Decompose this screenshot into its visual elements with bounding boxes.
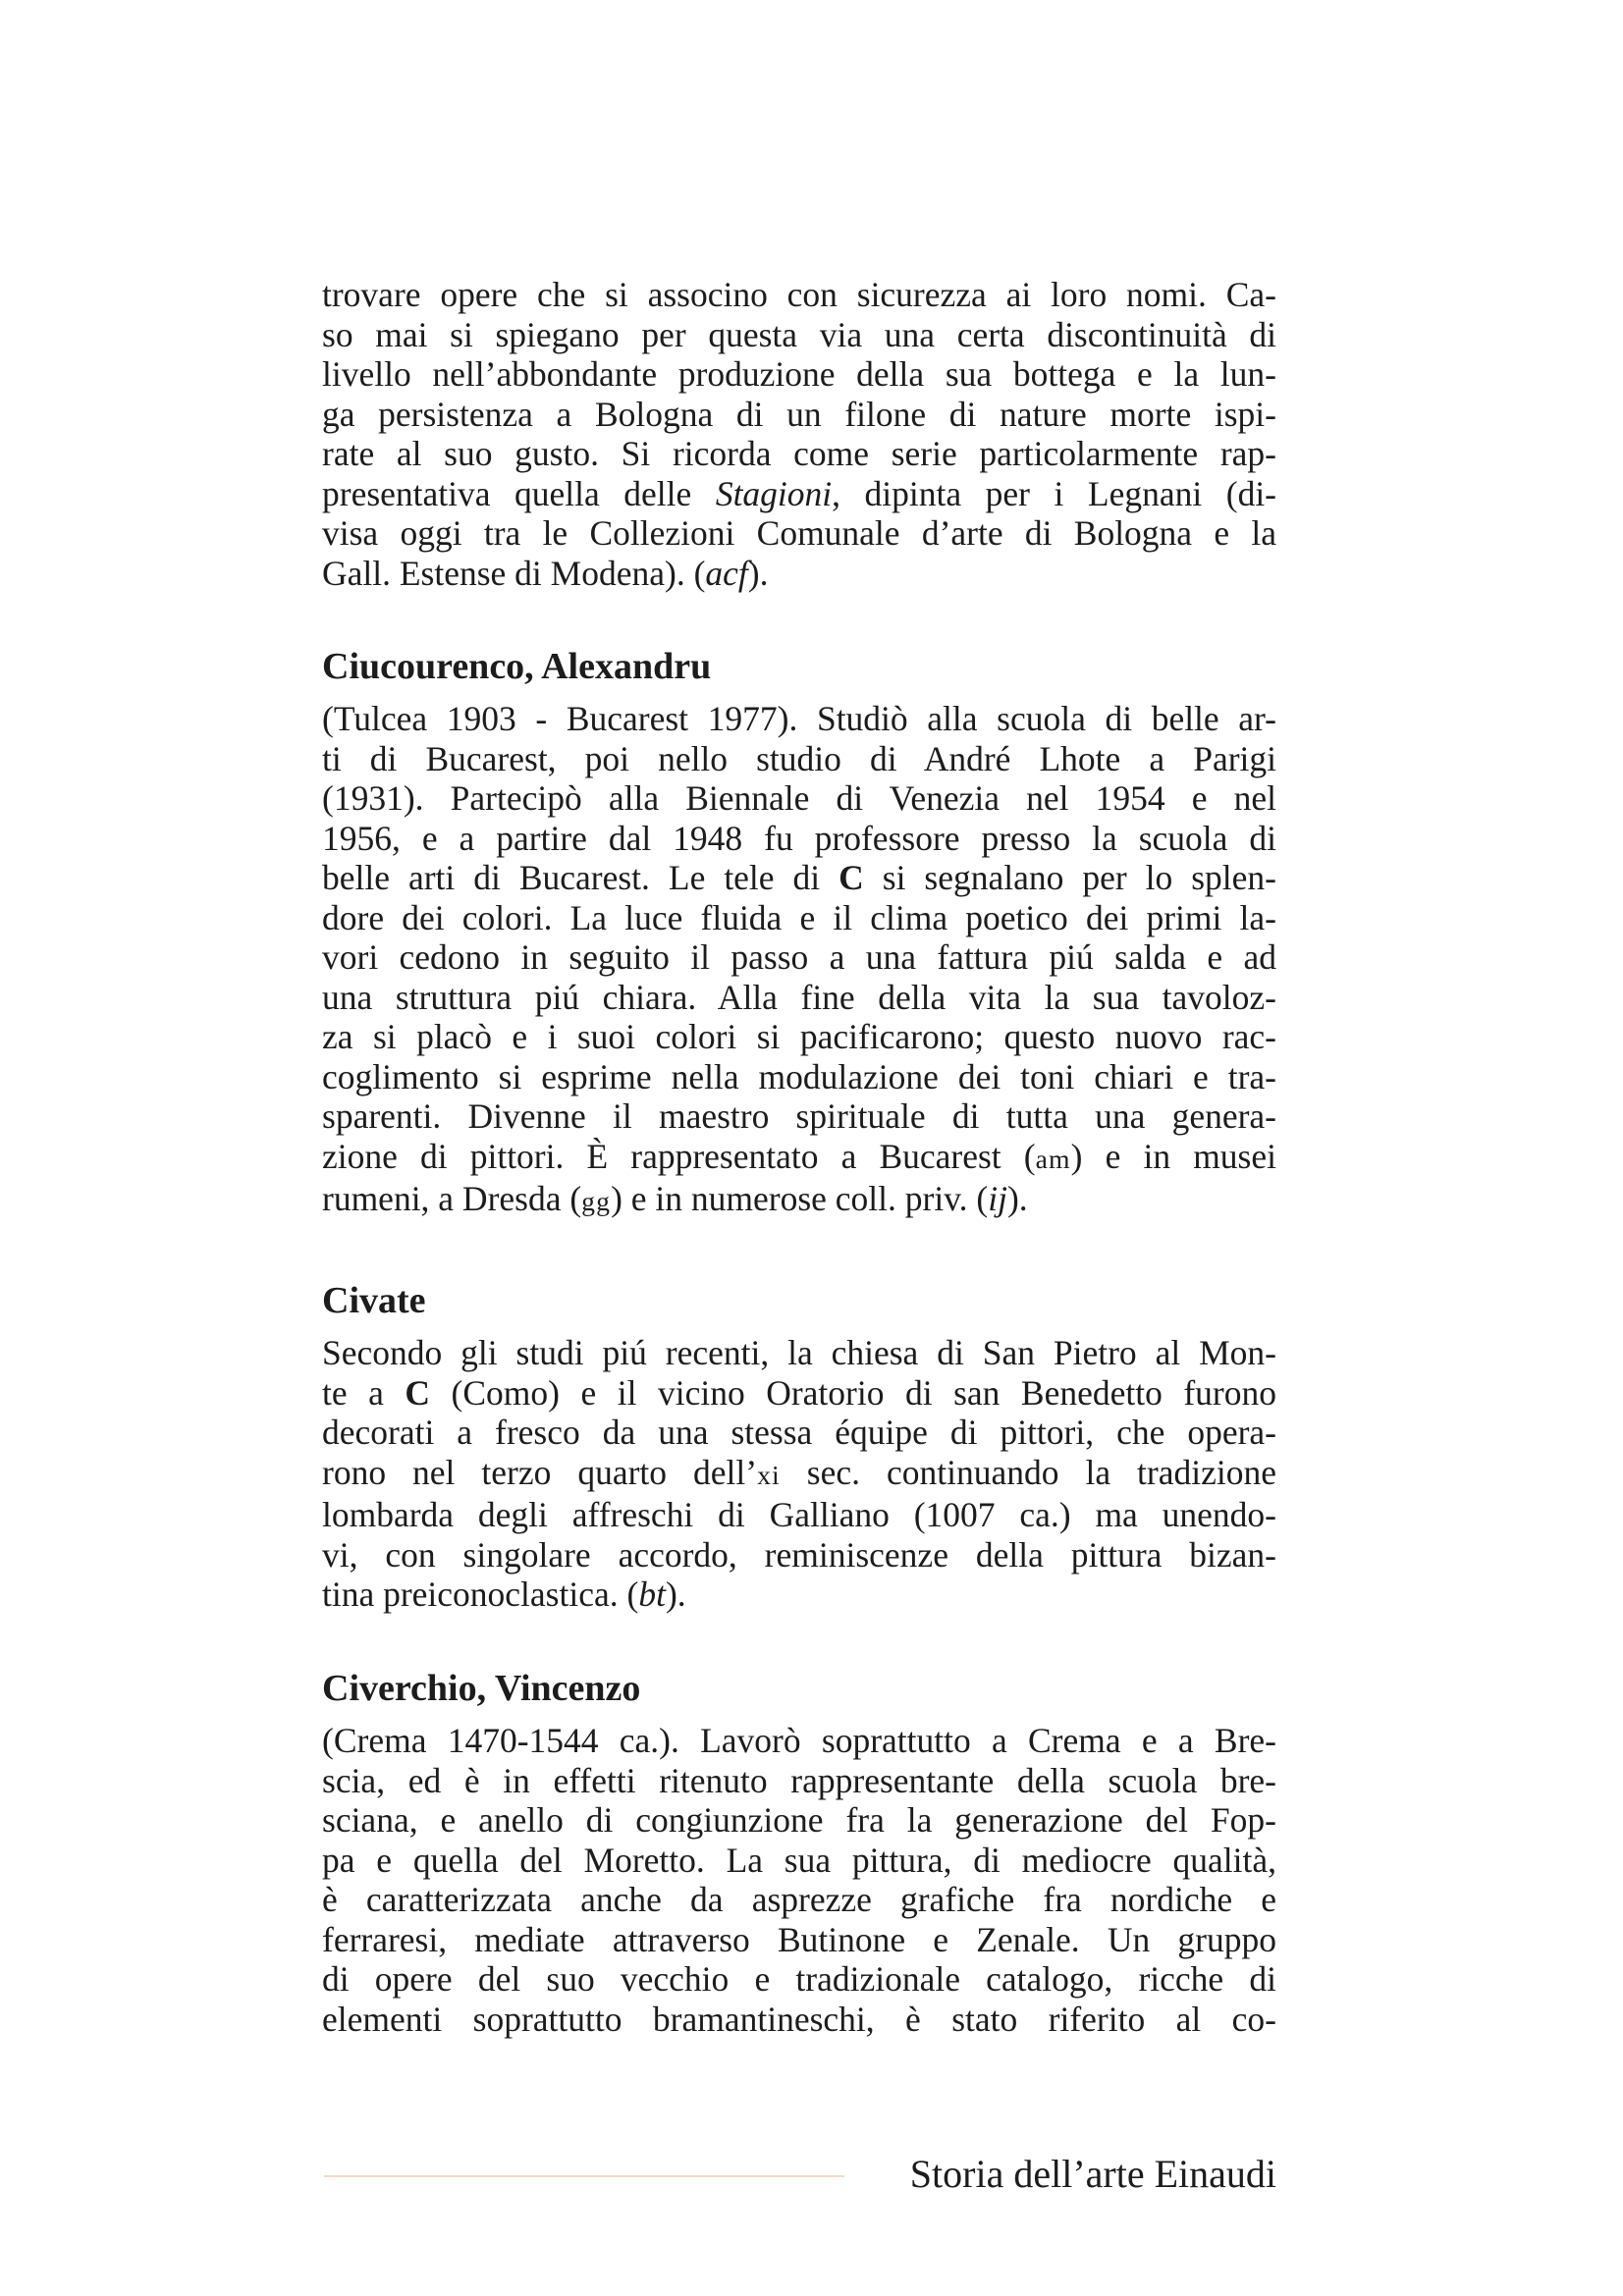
text-line [322, 554, 1276, 594]
entry-body [322, 1333, 1276, 1615]
footer-rule [324, 2175, 844, 2177]
text-line [322, 1137, 1276, 1180]
text-line: pa e quella del Moretto. La sua pittura, di mediocre qualità, [322, 1840, 1276, 1880]
author-initials: acf [705, 553, 748, 593]
text-line: livello nell’abbondante produzione della sua bottega e la lun- [322, 354, 1276, 394]
bold-initial: C [839, 858, 864, 897]
text-line [322, 1453, 1276, 1496]
text-run: ). [665, 1575, 686, 1614]
museum-sigla: am [1035, 1143, 1071, 1174]
text-line: decorati a fresco da una stessa équipe di pittori, che opera- [322, 1413, 1276, 1452]
text-line: coglimento si esprime nella modulazione dei toni chiari e tra- [322, 1056, 1276, 1096]
entry-body [322, 699, 1276, 1222]
text-line: so mai si spiegano per questa via una certa discontinuità di [322, 314, 1276, 354]
text-line: elementi soprattutto bramantineschi, è stato riferito al co- [322, 1999, 1276, 2039]
text-line [322, 1373, 1276, 1414]
text-line: ga persistenza a Bologna di un filone di nature morte ispi- [322, 394, 1276, 434]
text-run: si segnalano per lo splen- [863, 858, 1277, 897]
text-line [322, 858, 1276, 898]
text-line [322, 1575, 1276, 1615]
text-line: ti di Bucarest, poi nello studio di André Lhote a Parigi [322, 738, 1276, 778]
text-line: lombarda degli affreschi di Galliano (1007 ca.) ma unendo- [322, 1495, 1276, 1534]
text-line: (Crema 1470-1544 ca.). Lavorò soprattutto a Crema e a Bre- [322, 1721, 1276, 1760]
entry-title: Civate [322, 1280, 426, 1321]
text-run: sec. continuando la tradizione [780, 1452, 1276, 1492]
text-line: za si placò e i suoi colori si pacificarono; questo nuovo rac- [322, 1017, 1276, 1056]
text-line: Secondo gli studi piú recenti, la chiesa di San Pietro al Mon- [322, 1333, 1276, 1372]
text-run: ) e in numerose coll. priv. ( [611, 1179, 989, 1218]
text-run: belle arti di Bucarest. Le tele di [322, 858, 839, 897]
text-run: ). [747, 553, 769, 593]
century-numeral: xi [757, 1459, 781, 1490]
text-line: 1956, e a partire dal 1948 fu professore presso la scuola di [322, 818, 1276, 858]
text-run: zione di pittori. È rappresentato a Bucarest ( [322, 1136, 1036, 1176]
text-line: vori cedono in seguito il passo a una fattura piú salda e ad [322, 937, 1276, 977]
text-run: (Como) e il vicino Oratorio di san Benedetto furono [430, 1372, 1276, 1413]
text-line: (1931). Partecipò alla Biennale di Venezia nel 1954 e nel [322, 778, 1276, 818]
text-line: visa oggi tra le Collezioni Comunale d’arte di Bologna e la [322, 513, 1276, 553]
text-line: dore dei colori. La luce fluida e il clima poetico dei primi la- [322, 897, 1276, 937]
text-run: , dipinta per i Legnani (di- [832, 473, 1277, 513]
text-run: rono nel terzo quarto dell’ [322, 1452, 758, 1492]
text-line: di opere del suo vecchio e tradizionale catalogo, ricche di [322, 1959, 1276, 1999]
text-run: te a [322, 1372, 406, 1413]
text-line: scia, ed è in effetti ritenuto rappresentante della scuola bre- [322, 1760, 1276, 1800]
text-line: vi, con singolare accordo, reminiscenze della pittura bizan- [322, 1534, 1276, 1575]
text-run: presentativa quella delle [322, 473, 716, 513]
text-line [322, 1179, 1276, 1222]
text-line [322, 474, 1276, 514]
entry-title: Ciucourenco, Alexandru [322, 646, 712, 687]
text-line: è caratterizzata anche da asprezze grafiche fra nordiche e [322, 1880, 1276, 1919]
bold-initial: C [405, 1372, 431, 1413]
text-line: rate al suo gusto. Si ricorda come serie particolarmente rap- [322, 434, 1276, 473]
author-initials: bt [638, 1575, 666, 1614]
entry-title: Civerchio, Vincenzo [322, 1668, 641, 1709]
italic-title: Stagioni [715, 473, 833, 513]
text-line: una struttura piú chiara. Alla fine della vita la sua tavoloz- [322, 977, 1276, 1017]
continuation-paragraph [322, 275, 1276, 593]
footer-title: Storia dell’arte Einaudi [909, 2152, 1276, 2196]
entry-body [322, 1721, 1276, 2039]
text-line: sparenti. Divenne il maestro spirituale di tutta una genera- [322, 1096, 1276, 1136]
text-run: Gall. Estense di Modena). ( [322, 553, 706, 593]
museum-sigla: gg [581, 1186, 612, 1216]
text-line: (Tulcea 1903 - Bucarest 1977). Studiò alla scuola di belle ar- [322, 699, 1276, 738]
text-line: sciana, e anello di congiunzione fra la generazione del Fop- [322, 1800, 1276, 1840]
text-run: ). [1006, 1179, 1028, 1218]
text-run: tina preiconoclastica. ( [322, 1575, 639, 1614]
author-initials: ij [988, 1179, 1007, 1218]
text-run: ) e in musei [1070, 1136, 1276, 1176]
text-line: trovare opere che si associno con sicurezza ai loro nomi. Ca- [322, 275, 1276, 314]
text-line: ferraresi, mediate attraverso Butinone e Zenale. Un gruppo [322, 1919, 1276, 1959]
text-run: rumeni, a Dresda ( [322, 1179, 582, 1218]
